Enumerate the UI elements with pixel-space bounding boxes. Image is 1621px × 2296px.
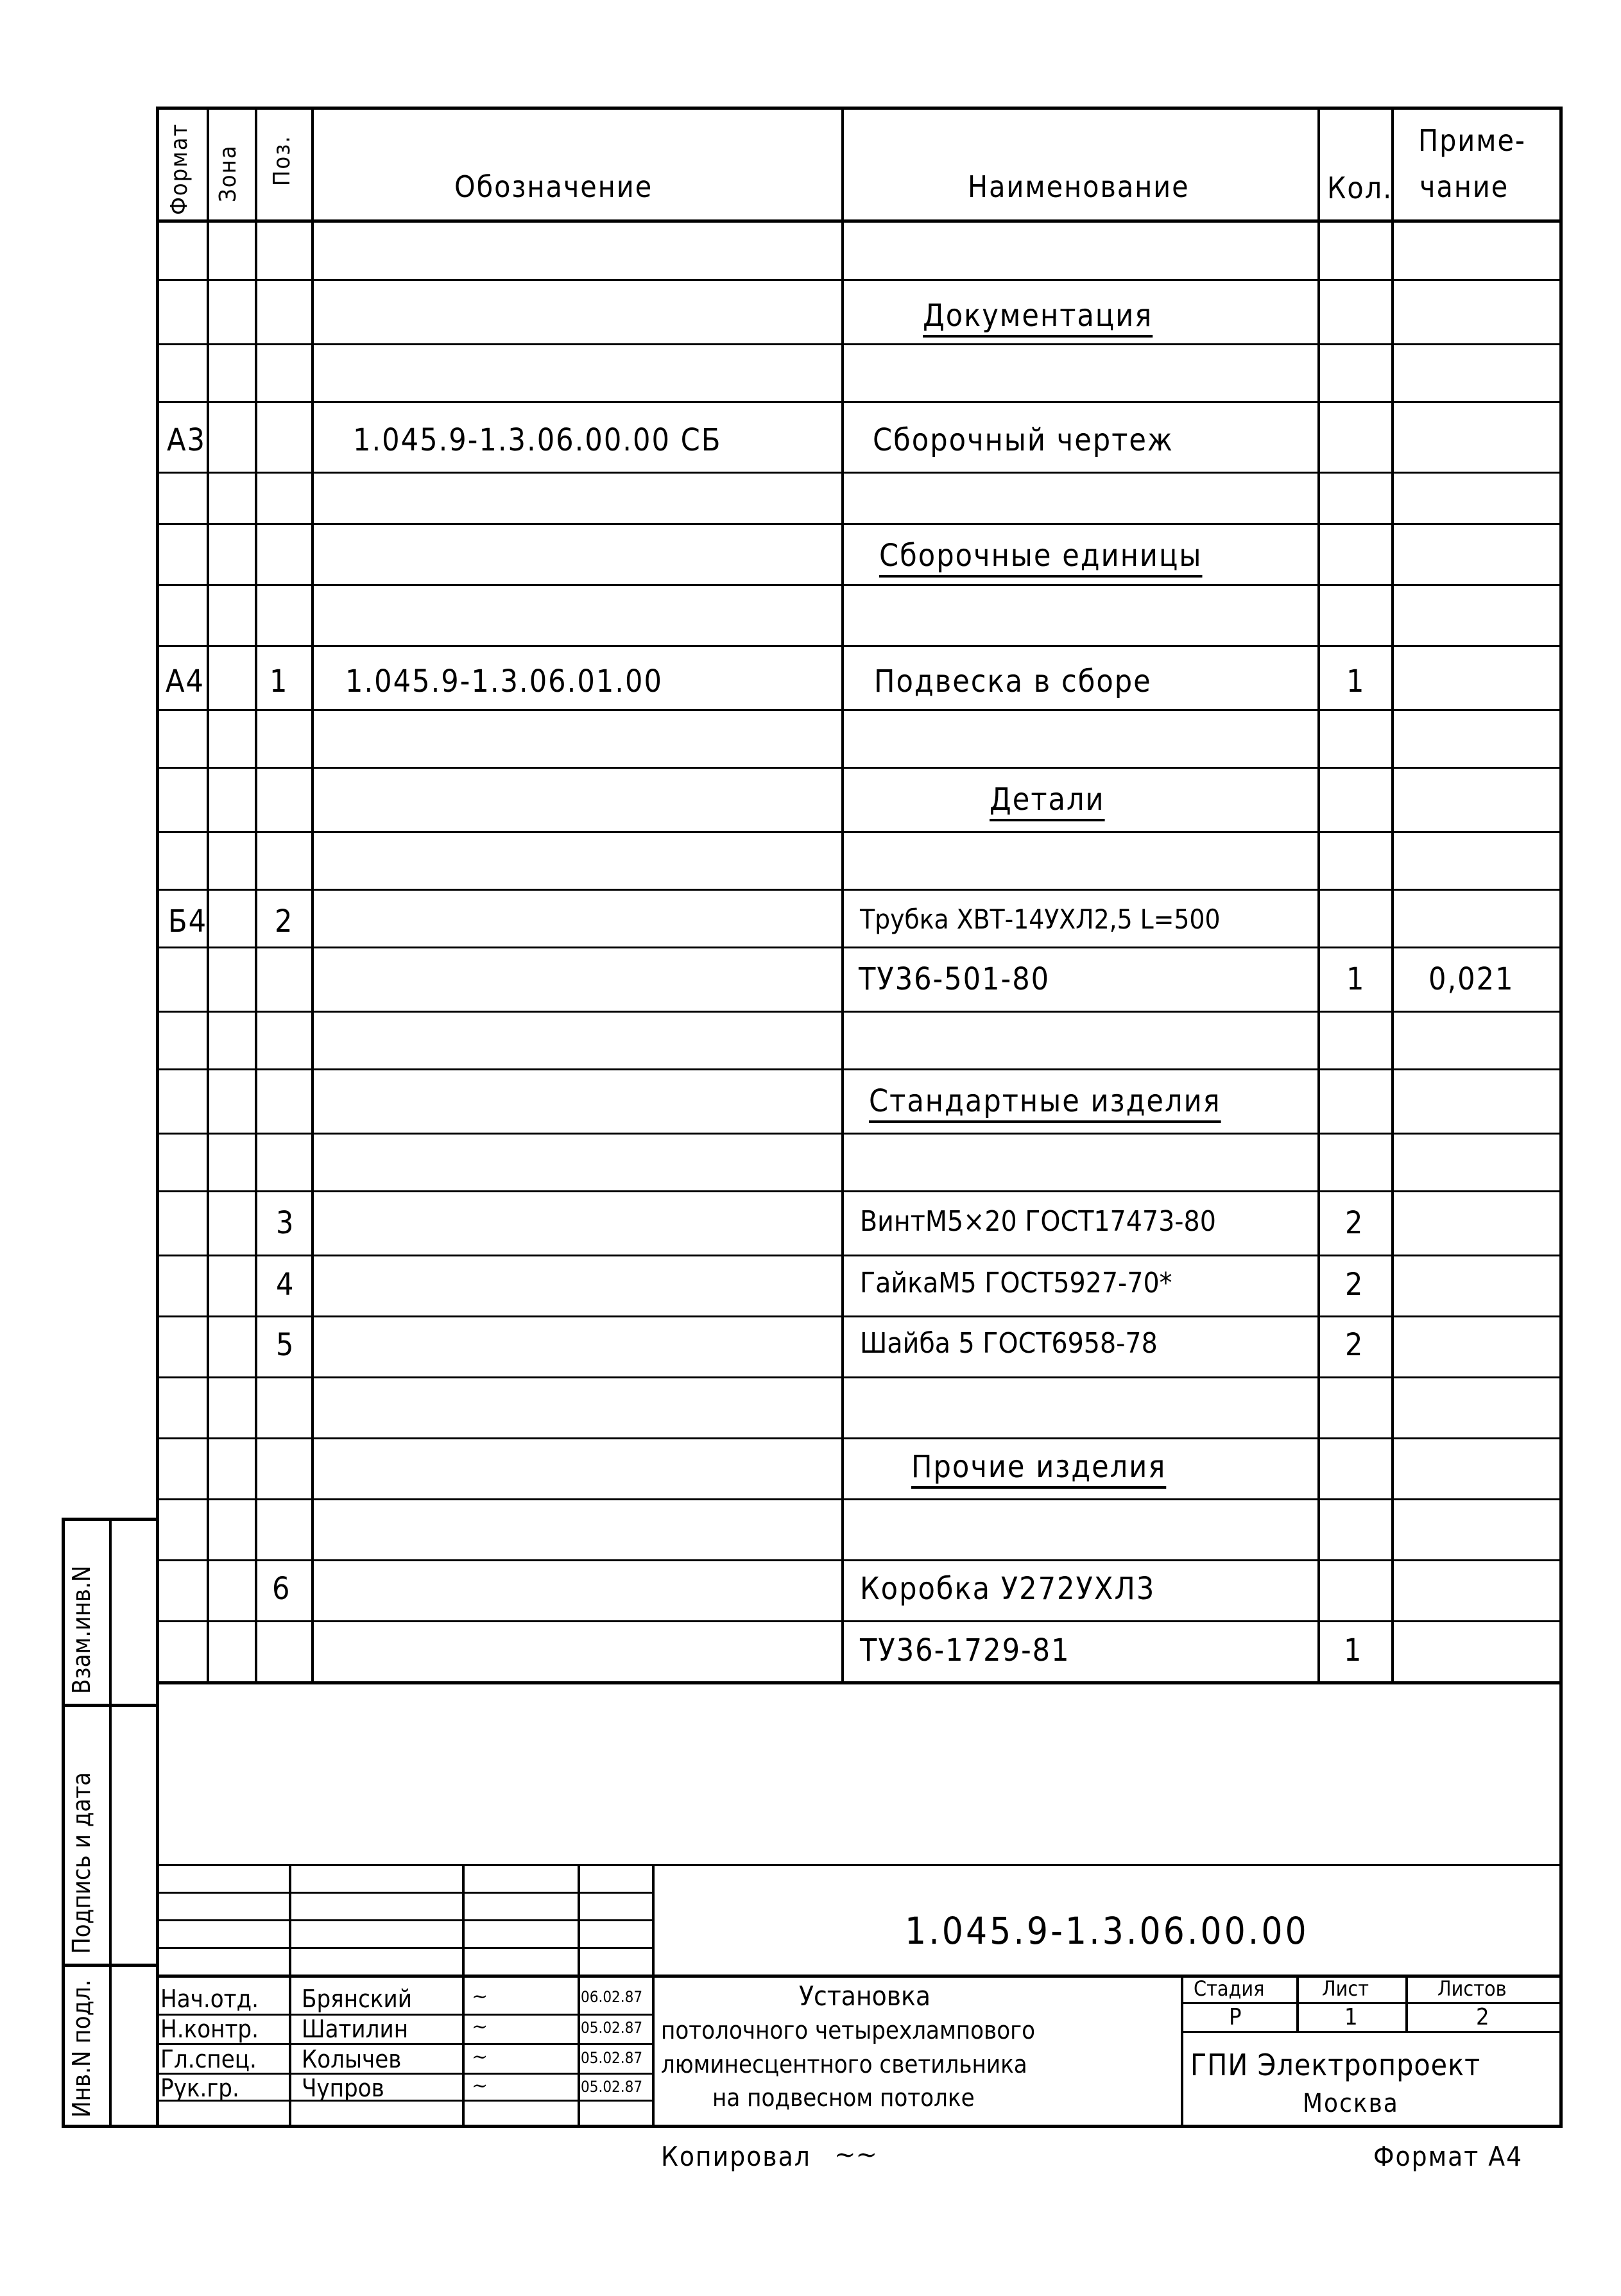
role-1-name: Брянский	[302, 1985, 412, 2013]
section-parts: Детали	[990, 782, 1105, 818]
header-note-2: чание	[1419, 169, 1509, 204]
doc-designation: 1.045.9-1.3.06.00.00 СБ	[353, 422, 722, 458]
row-line	[156, 645, 1563, 647]
org-line-2: Москва	[1303, 2089, 1399, 2118]
asm-qty: 1	[1346, 664, 1366, 699]
section-assembly: Сборочные единицы	[879, 538, 1203, 574]
part-qty: 1	[1346, 961, 1366, 997]
tb-top	[156, 1864, 1563, 1866]
role-2-signature: ~	[472, 2016, 488, 2038]
std3-pos: 5	[276, 1327, 295, 1363]
oth-name-2: ТУ36-1729-81	[860, 1632, 1070, 1668]
row-line	[156, 279, 1563, 281]
title-line-2: потолочного четырехлампового	[661, 2016, 1035, 2044]
row-line	[156, 343, 1563, 345]
section-standard: Стандартные изделия	[869, 1083, 1221, 1119]
role-4: Рук.гр.	[160, 2074, 239, 2102]
std1-qty: 2	[1345, 1205, 1364, 1241]
tb-col	[1181, 1975, 1183, 2128]
std3-qty: 2	[1345, 1327, 1364, 1363]
tb-col	[1296, 1975, 1299, 2031]
std3-name: Шайба 5 ГОСТ6958-78	[860, 1327, 1158, 1360]
side-row-line	[62, 1704, 156, 1707]
row-line	[156, 1437, 1563, 1439]
drawing-frame	[156, 107, 1563, 2128]
part-pos: 2	[275, 904, 294, 939]
role-3-signature: ~	[472, 2046, 488, 2068]
row-line	[156, 831, 1563, 833]
side-row-line	[62, 1964, 156, 1967]
sheets-label: Листов	[1437, 1976, 1507, 2001]
std2-qty: 2	[1345, 1267, 1364, 1303]
row-line	[156, 1559, 1563, 1561]
role-2-name: Шатилин	[302, 2015, 409, 2043]
role-4-name: Чупров	[302, 2074, 384, 2102]
std1-pos: 3	[276, 1205, 295, 1241]
row-line	[156, 1133, 1563, 1135]
header-zone: Зона	[215, 144, 241, 202]
tb-line	[1181, 2031, 1563, 2033]
role-2: Н.контр.	[160, 2015, 259, 2043]
oth-name-1: Коробка У272УХЛ3	[860, 1571, 1156, 1607]
part-format: Б4	[168, 904, 208, 939]
row-line	[156, 1068, 1563, 1070]
row-line	[156, 1498, 1563, 1500]
role-1-signature: ~	[472, 1985, 488, 2008]
row-line	[156, 1620, 1563, 1622]
part-name-2: ТУ36-501-80	[859, 961, 1051, 997]
table-bottom	[156, 1681, 1563, 1684]
sheet-value: 1	[1344, 2004, 1358, 2030]
header-designation: Обозначение	[454, 169, 653, 204]
stage-value: Р	[1229, 2004, 1242, 2030]
row-line	[156, 889, 1563, 891]
role-4-signature: ~	[472, 2075, 488, 2097]
sheet-label: Лист	[1322, 1976, 1369, 2001]
side-inv-repl: Взам.инв.N	[67, 1565, 96, 1694]
format-label: Формат А4	[1373, 2141, 1523, 2172]
row-line	[156, 709, 1563, 711]
stage-label: Стадия	[1194, 1976, 1265, 2001]
tb-col	[652, 1864, 655, 2128]
header-note-1: Приме-	[1418, 123, 1526, 158]
section-documentation: Документация	[923, 298, 1153, 334]
role-4-date: 05.02.87	[581, 2078, 643, 2096]
part-name-1: Трубка ХВТ-14УХЛ2,5 L=500	[860, 904, 1221, 935]
header-qty: Кол.	[1327, 171, 1393, 205]
title-line-4: на подвесном потолке	[712, 2084, 975, 2112]
header-format: Формат	[166, 123, 193, 215]
section-other: Прочие изделия	[911, 1449, 1167, 1485]
row-line	[156, 767, 1563, 769]
title-line-3: люминесцентного светильника	[661, 2050, 1027, 2078]
sheets-value: 2	[1476, 2004, 1489, 2030]
role-3-date: 05.02.87	[581, 2049, 643, 2067]
row-line	[156, 1376, 1563, 1378]
tb-col	[578, 1864, 580, 2128]
row-line	[156, 1011, 1563, 1013]
copied-signature: ~~	[834, 2140, 878, 2170]
row-line	[156, 947, 1563, 948]
doc-name: Сборочный чертеж	[873, 422, 1174, 458]
doc-number: 1.045.9-1.3.06.00.00	[905, 1909, 1309, 1953]
org-line-1: ГПИ Электропроект	[1190, 2048, 1481, 2082]
row-line	[156, 1255, 1563, 1256]
part-note: 0,021	[1428, 961, 1514, 997]
tb-col	[462, 1864, 465, 2128]
role-1: Нач.отд.	[160, 1985, 259, 2013]
row-line	[156, 1315, 1563, 1317]
asm-pos: 1	[270, 664, 289, 699]
std1-name: ВинтМ5×20 ГОСТ17473-80	[860, 1205, 1216, 1238]
asm-name: Подвеска в сборе	[874, 664, 1152, 699]
side-col-line	[109, 1518, 112, 2128]
header-separator	[156, 219, 1563, 223]
side-sign-date: Подпись и дата	[67, 1772, 96, 1954]
asm-format: А4	[166, 664, 205, 699]
header-pos: Поз.	[269, 135, 295, 186]
tb-col	[1405, 1975, 1408, 2031]
row-line	[156, 472, 1563, 474]
side-inv-orig: Инв.N подл.	[67, 1980, 96, 2118]
tb-col	[289, 1864, 291, 2128]
role-3: Гл.спец.	[160, 2045, 257, 2073]
role-1-date: 06.02.87	[581, 1988, 643, 2006]
oth-pos: 6	[272, 1571, 291, 1607]
copied-label: Копировал	[661, 2141, 811, 2172]
row-line	[156, 523, 1563, 525]
title-line-1: Установка	[799, 1980, 931, 2012]
header-name: Наименование	[968, 169, 1190, 204]
std2-pos: 4	[276, 1267, 295, 1303]
std2-name: ГайкаМ5 ГОСТ5927-70*	[860, 1267, 1172, 1299]
role-2-date: 05.02.87	[581, 2019, 643, 2037]
row-line	[156, 584, 1563, 586]
row-line	[156, 401, 1563, 403]
doc-format: А3	[167, 422, 206, 458]
role-3-name: Колычев	[302, 2045, 402, 2073]
row-line	[156, 1190, 1563, 1192]
asm-designation: 1.045.9-1.3.06.01.00	[345, 664, 663, 699]
oth-qty: 1	[1344, 1632, 1363, 1668]
